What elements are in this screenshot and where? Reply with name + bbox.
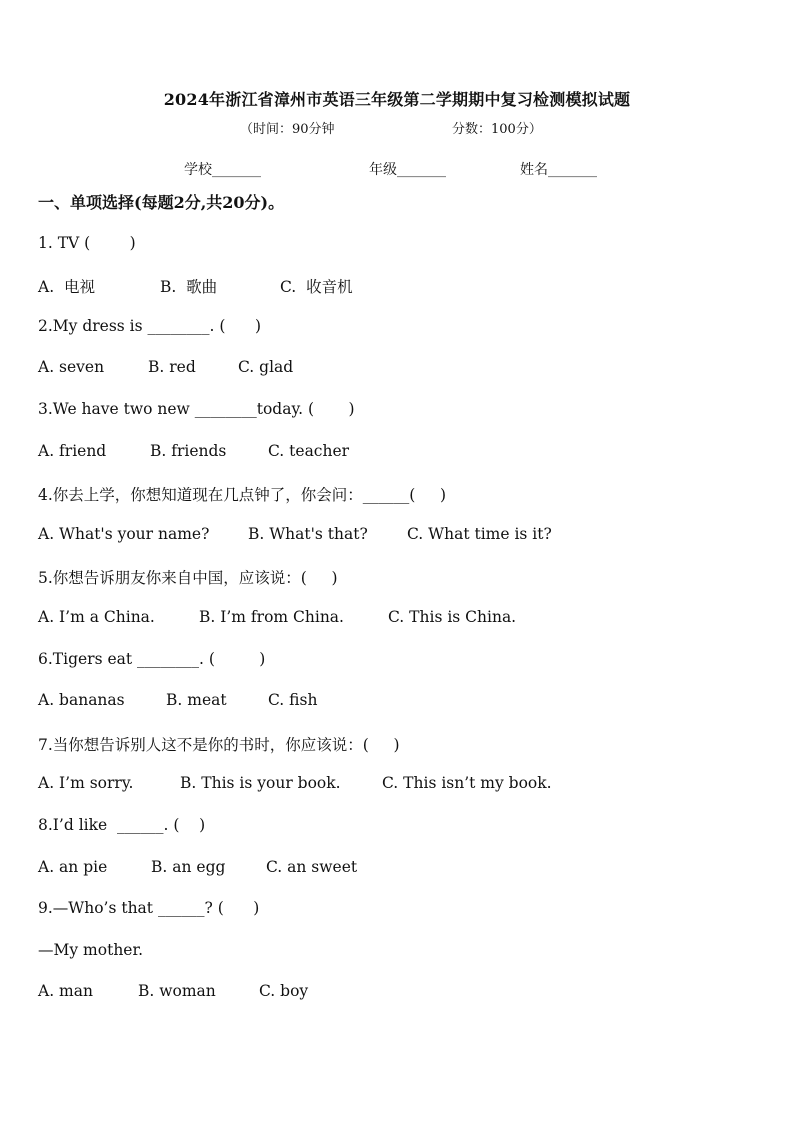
question-9-option-b: B. woman [138,982,216,1000]
question-3-stem: 3.We have two new ________today. ( ) [38,400,355,418]
question-4-option-a: A. What's your name? [38,525,210,543]
question-5-option-a: A. I’m a China. [38,608,155,626]
question-8-option-a: A. an pie [38,858,108,876]
question-7-option-a: A. I’m sorry. [38,774,134,792]
grade-field: 年级_______ [369,162,446,178]
question-2-option-c: C. glad [238,358,294,376]
question-2-stem: 2.My dress is ________. ( ) [38,317,262,335]
question-4-stem: 4.你去上学，你想知道现在几点钟了，你会问：______( ) [38,486,447,504]
question-6-option-a: A. bananas [38,691,125,709]
section-heading: 一、单项选择(每题2分,共20分)。 [38,193,285,212]
question-3-option-a: A. friend [38,442,107,460]
exam-score: 分数：100分） [452,122,542,137]
question-2-option-a: A. seven [38,358,105,376]
question-3-option-b: B. friends [150,442,227,460]
question-6-stem: 6.Tigers eat ________. ( ) [38,650,266,668]
question-5-option-b: B. I’m from China. [199,608,344,626]
question-9-option-c: C. boy [259,982,309,1000]
question-1-option-a: A. 电视 [38,278,95,296]
question-4-option-b: B. What's that? [248,525,368,543]
question-4-option-c: C. What time is it? [407,525,552,543]
question-8-stem: 8.I’d like ______. ( ) [38,816,206,834]
school-field: 学校_______ [184,162,261,178]
exam-time: （时间：90分钟 [240,122,335,137]
question-3-option-c: C. teacher [268,442,350,460]
question-2-option-b: B. red [148,358,196,376]
question-7-option-c: C. This isn’t my book. [382,774,552,792]
question-6-option-c: C. fish [268,691,318,709]
question-9-reply: —My mother. [38,941,144,959]
question-7-option-b: B. This is your book. [180,774,341,792]
name-field: 姓名_______ [520,162,597,178]
question-8-option-c: C. an sweet [266,858,358,876]
question-9-stem: 9.—Who’s that ______? ( ) [38,899,260,917]
question-7-stem: 7.当你想告诉别人这不是你的书时，你应该说：( ) [38,736,400,754]
question-1-option-c: C. 收音机 [280,278,353,296]
question-9-option-a: A. man [38,982,93,1000]
exam-title: 2024年浙江省漳州市英语三年级第二学期期中复习检测模拟试题 [163,90,631,109]
question-1-option-b: B. 歌曲 [160,278,218,296]
question-5-option-c: C. This is China. [388,608,517,626]
question-8-option-b: B. an egg [151,858,226,876]
question-1-stem: 1. TV ( ) [38,234,136,252]
question-5-stem: 5.你想告诉朋友你来自中国，应该说：( ) [38,569,338,587]
question-6-option-b: B. meat [166,691,227,709]
